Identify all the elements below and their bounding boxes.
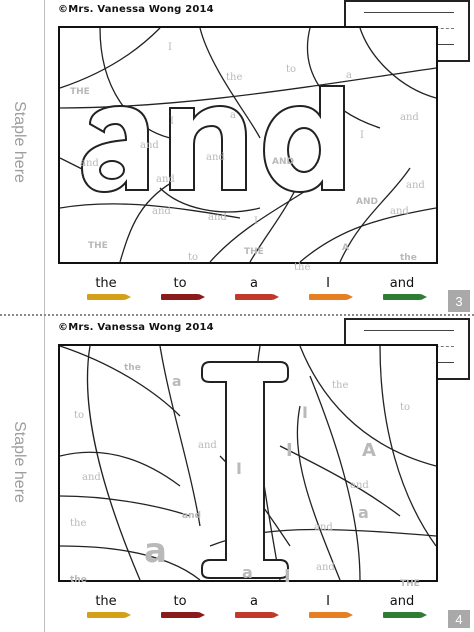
puzzle-word: and: [314, 522, 333, 533]
puzzle-word: a: [230, 110, 236, 121]
red-crayon-icon: [235, 294, 273, 300]
staple-text: Staple here: [11, 421, 28, 503]
dark-red-crayon-icon: [161, 612, 199, 618]
puzzle-word: the: [294, 262, 311, 273]
page-number: 3: [448, 290, 470, 312]
puzzle-word: the: [400, 253, 417, 263]
puzzle-word: and: [316, 562, 335, 573]
key-item-I: [300, 594, 356, 618]
key-word: and: [389, 276, 415, 291]
puzzle-word: a: [172, 374, 182, 390]
orange-crayon-icon: [309, 294, 347, 300]
puzzle-word: and: [390, 206, 409, 217]
puzzle-word: and: [198, 440, 217, 451]
puzzle-word: and: [208, 212, 227, 223]
staple-label-bottom: [2, 412, 36, 512]
key-word: a: [250, 594, 258, 609]
puzzle-word: the: [70, 518, 87, 529]
key-word: the: [95, 276, 117, 291]
orange-crayon-icon: [309, 612, 347, 618]
puzzle-word: a: [144, 531, 167, 571]
copyright: ©Mrs. Vanessa Wong 2014: [58, 322, 214, 333]
puzzle-word: a: [242, 563, 253, 582]
key-item-and: [374, 276, 430, 300]
key-item-to: [152, 276, 208, 300]
worksheet-page-3: [48, 0, 474, 314]
puzzle-word: and: [400, 112, 419, 123]
puzzle-word: to: [74, 410, 85, 421]
puzzle-word: I: [168, 42, 172, 53]
puzzle-word: I: [286, 440, 293, 461]
puzzle-word: a: [358, 503, 369, 522]
worksheet-page-4: [48, 318, 474, 632]
key-word: and: [389, 594, 415, 609]
key-item-the: [78, 594, 134, 618]
puzzle-word: and: [156, 174, 175, 185]
page-number: 4: [448, 610, 470, 628]
margin-line: [44, 0, 45, 632]
writing-line: [364, 12, 454, 13]
key-item-a: [226, 276, 282, 300]
key-item-to: [152, 594, 208, 618]
cut-line: [0, 314, 474, 316]
puzzle-word: to: [188, 252, 199, 263]
dark-red-crayon-icon: [161, 294, 199, 300]
puzzle-word: the: [70, 575, 87, 585]
puzzle-word: and: [206, 152, 225, 163]
green-crayon-icon: [383, 612, 421, 618]
writing-line: [364, 330, 454, 331]
key-word: I: [326, 594, 330, 609]
puzzle-word: THE: [400, 579, 420, 589]
copyright: ©Mrs. Vanessa Wong 2014: [58, 4, 214, 15]
color-by-word-picture[interactable]: [58, 26, 438, 273]
puzzle-word: the: [332, 380, 349, 391]
key-word: I: [326, 276, 330, 291]
puzzle-word: a: [346, 70, 352, 81]
key-word: to: [173, 276, 187, 291]
puzzle-word: and: [350, 480, 369, 491]
puzzle-word: I: [236, 459, 242, 478]
puzzle-word: the: [226, 72, 243, 83]
puzzle-word: THE: [88, 241, 108, 251]
puzzle-word: THE: [70, 87, 90, 97]
key-word: to: [173, 594, 187, 609]
puzzle-word: to: [286, 64, 297, 75]
puzzle-word: AND: [356, 197, 378, 207]
puzzle-word: to: [400, 402, 411, 413]
key-item-I: [300, 276, 356, 300]
puzzle-word: THE: [244, 247, 264, 257]
puzzle-word: and: [140, 140, 159, 151]
staple-label-top: [2, 92, 36, 192]
green-crayon-icon: [383, 294, 421, 300]
puzzle-word: I: [360, 130, 364, 141]
puzzle-word: A: [362, 440, 376, 461]
yellow-crayon-icon: [87, 612, 125, 618]
puzzle-word: and: [152, 206, 171, 217]
puzzle-word: I: [284, 566, 291, 587]
color-by-word-picture[interactable]: [58, 344, 438, 589]
puzzle-word: A: [342, 243, 349, 253]
puzzle-word: I: [170, 116, 174, 127]
key-item-and: [374, 594, 430, 618]
yellow-crayon-icon: [87, 294, 125, 300]
puzzle-word: the: [124, 363, 141, 373]
staple-text: Staple here: [11, 101, 28, 183]
key-item-a: [226, 594, 282, 618]
puzzle-word: and: [182, 511, 201, 521]
color-key: [78, 594, 438, 628]
color-key: [78, 276, 438, 310]
puzzle-word: and: [80, 158, 99, 169]
puzzle-word: and: [82, 472, 101, 483]
key-item-the: [78, 276, 134, 300]
puzzle-word: AND: [272, 157, 294, 167]
puzzle-word: I: [302, 403, 308, 422]
puzzle-word: I: [254, 216, 258, 227]
key-word: a: [250, 276, 258, 291]
red-crayon-icon: [235, 612, 273, 618]
puzzle-word: and: [406, 180, 425, 191]
key-word: the: [95, 594, 117, 609]
